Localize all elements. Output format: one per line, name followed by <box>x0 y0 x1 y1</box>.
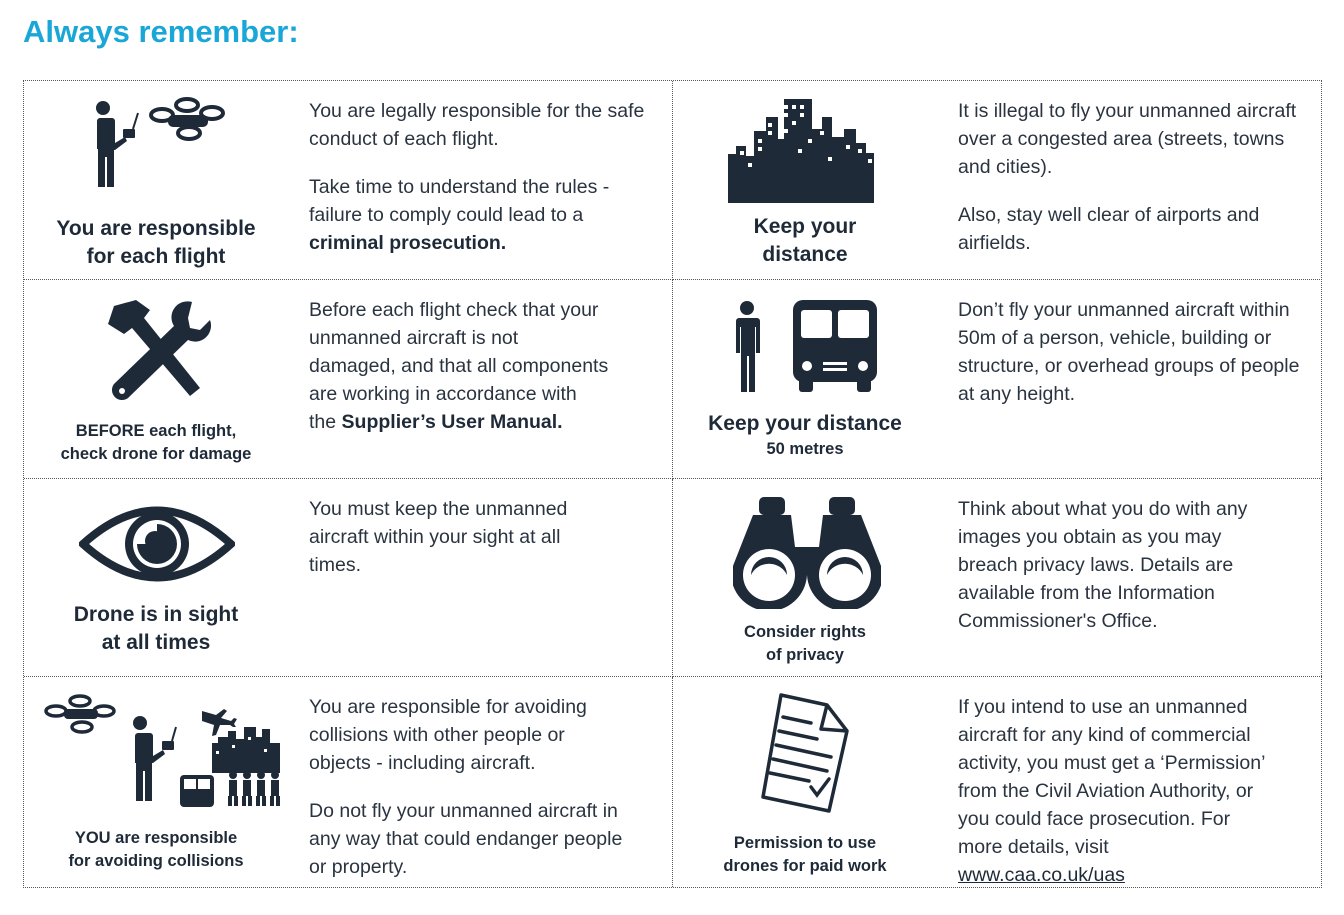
collision-scene-icon <box>42 693 286 815</box>
label-line: for avoiding collisions <box>68 852 244 870</box>
rule-emphasis: Supplier’s User Manual. <box>341 411 563 433</box>
label-line: for each flight <box>86 245 226 268</box>
rule-cell-congested-area <box>673 81 1322 280</box>
label-line: BEFORE each flight, <box>75 422 237 440</box>
rule-paragraph: Do not fly your unmanned aircraft in any way that could endanger people or property. <box>309 800 623 878</box>
label-line: at all times <box>101 631 211 654</box>
rule-text <box>309 296 659 456</box>
rule-paragraph <box>958 693 1270 889</box>
label-line: 50 metres <box>766 440 844 458</box>
rule-label <box>24 827 288 873</box>
label-line: Permission to use <box>733 834 877 852</box>
rule-text <box>958 693 1308 909</box>
rule-paragraph: You must keep the unmanned aircraft within your sight at all times. <box>309 498 568 576</box>
rule-cell-responsible <box>24 81 673 280</box>
caa-website-link[interactable]: www.caa.co.uk/uas <box>958 864 1125 886</box>
rule-text <box>309 693 659 901</box>
rule-label <box>673 410 937 461</box>
rule-label <box>24 601 288 657</box>
label-line: check drone for damage <box>60 445 252 463</box>
rule-cell-50-metres <box>673 280 1322 479</box>
permission-document-icon <box>761 691 853 815</box>
rule-paragraph: Also, stay well clear of airports and airfields. <box>958 204 1260 254</box>
tools-icon <box>100 298 216 406</box>
city-skyline-icon <box>728 99 884 205</box>
rule-text <box>309 495 659 599</box>
rule-paragraph <box>309 173 659 257</box>
label-line: of privacy <box>766 646 844 664</box>
rule-cell-collisions <box>24 677 673 887</box>
rule-paragraph: It is illegal to fly your unmanned aircraft over a congested area (streets, towns and cities). <box>958 100 1297 178</box>
person-bus-icon <box>729 300 879 394</box>
rule-paragraph-text: Before each flight check that your unmanned aircraft is not damaged, and that all components are working in accordance with the <box>309 299 609 433</box>
rule-cell-privacy <box>673 479 1322 677</box>
rule-paragraph: Think about what you do with any images you obtain as you may breach privacy laws. Details are available from the Information Commissioner's Office. <box>958 498 1248 632</box>
label-line: Consider rights <box>744 623 866 641</box>
pilot-drone-icon <box>86 95 231 191</box>
rule-emphasis: criminal prosecution. <box>309 232 507 254</box>
label-line: YOU are responsible <box>74 829 238 847</box>
label-line: Keep your <box>753 215 857 238</box>
rule-cell-permission <box>673 677 1322 887</box>
rule-text <box>309 97 659 277</box>
rule-paragraph-text: Take time to understand the rules - failure to comply could lead to a <box>309 176 610 226</box>
rule-paragraph-text: If you intend to use an unmanned aircraft for any kind of commercial activity, you must get a ‘Permission’ from the Civil Aviation Authority, or you could face prosecution. For more details, visit <box>958 696 1265 858</box>
rule-text <box>958 97 1308 277</box>
rule-label <box>673 213 937 269</box>
eye-icon <box>79 499 235 589</box>
label-line: drones for paid work <box>723 857 887 875</box>
label-line: Keep your distance <box>708 412 902 435</box>
rule-cell-in-sight <box>24 479 673 677</box>
rule-label <box>24 215 288 271</box>
rule-label <box>673 832 937 878</box>
rule-paragraph: You are legally responsible for the safe conduct of each flight. <box>309 100 645 150</box>
rule-text <box>958 495 1308 655</box>
label-line: You are responsible <box>56 217 256 240</box>
rule-text <box>958 296 1308 428</box>
rules-grid <box>23 80 1322 888</box>
rule-paragraph: You are responsible for avoiding collisions with other people or objects - including aircraft. <box>309 696 587 774</box>
rule-paragraph <box>309 296 609 436</box>
rule-label <box>24 420 288 466</box>
rule-cell-check-damage <box>24 280 673 479</box>
binoculars-icon <box>733 495 881 609</box>
rule-label <box>673 621 937 667</box>
rule-paragraph: Don’t fly your unmanned aircraft within 50m of a person, vehicle, building or structure, or overhead groups of people at any height. <box>958 299 1300 405</box>
label-line: Drone is in sight <box>73 603 239 626</box>
label-line: distance <box>762 243 848 266</box>
page-title: Always remember: <box>23 14 299 49</box>
